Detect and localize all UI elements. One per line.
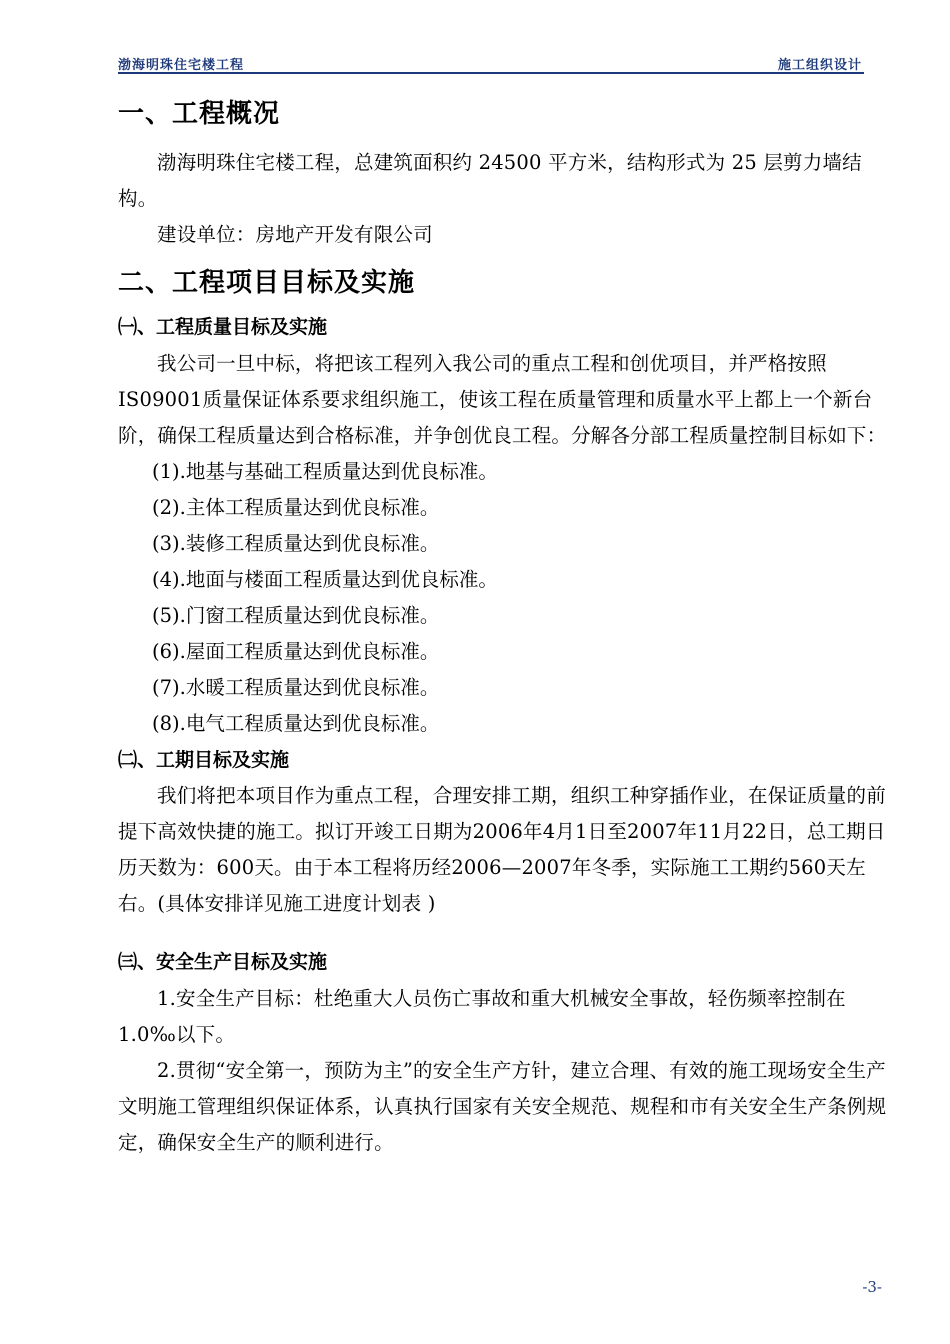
subsection-safety-paragraph-1: 1.安全生产目标：杜绝重大人员伤亡事故和重大机械安全事故，轻伤频率控制在1.0‰以下。 bbox=[118, 986, 846, 1046]
section-1-title: 一、工程概况 bbox=[118, 99, 281, 129]
subsection-quality-paragraph: 我公司一旦中标，将把该工程列入我公司的重点工程和创优项目，并严格按照IS09001质量保证体系要求组织施工，使该工程在质量管理和质量水平上都上一个新台阶，确保工程质量达到合格标准，并争创优良工程。分解各分部工程质量控制目标如下： bbox=[118, 351, 887, 447]
document-body bbox=[118, 98, 888, 1161]
header-project-name: 渤海明珠住宅楼工程 bbox=[118, 58, 245, 73]
header-document-type: 施工组织设计 bbox=[777, 58, 862, 73]
list-item: (8).电气工程质量达到优良标准。 bbox=[152, 711, 440, 735]
list-item: (2).主体工程质量达到优良标准。 bbox=[152, 495, 440, 519]
subsection-schedule-paragraph: 我们将把本项目作为重点工程，合理安排工期，组织工种穿插作业，在保证质量的前提下高效快捷的施工。拟订开竣工日期为2006年4月1日至2007年11月22日，总工期日历天数为：600天。由于本工程将历经2006—2007年冬季，实际施工工期约560天左右。(具体安排详见施工进度计划表 ) bbox=[118, 784, 886, 915]
section-2-title: 二、工程项目目标及实施 bbox=[118, 267, 416, 298]
list-item: (6).屋面工程质量达到优良标准。 bbox=[152, 639, 440, 663]
page-number: -3- bbox=[862, 1278, 882, 1296]
list-item: (7).水暖工程质量达到优良标准。 bbox=[152, 675, 440, 699]
subsection-safety-paragraph-2: 2.贯彻“安全第一，预防为主”的安全生产方针，建立合理、有效的施工现场安全生产文明施工管理组织保证体系，认真执行国家有关安全规范、规程和市有关安全生产条例规定，确保安全生产的顺利进行。 bbox=[118, 1058, 887, 1154]
spacer bbox=[118, 922, 888, 944]
section-1-paragraph-1: 渤海明珠住宅楼工程，总建筑面积约 24500 平方米，结构形式为 25 层剪力墙结构。 bbox=[118, 150, 862, 210]
page-header bbox=[118, 52, 864, 74]
list-item: (4).地面与楼面工程质量达到优良标准。 bbox=[152, 567, 498, 591]
section-1-paragraph-2: 建设单位：房地产开发有限公司 bbox=[157, 222, 433, 246]
subsection-schedule-title: ㈡、工期目标及实施 bbox=[118, 748, 290, 771]
list-item: (3).装修工程质量达到优良标准。 bbox=[152, 531, 440, 555]
list-item: (5).门窗工程质量达到优良标准。 bbox=[152, 603, 440, 627]
list-item: (1).地基与基础工程质量达到优良标准。 bbox=[152, 459, 498, 483]
subsection-safety-title: ㈢、安全生产目标及实施 bbox=[118, 951, 328, 973]
subsection-quality-title: ㈠、工程质量目标及实施 bbox=[118, 316, 328, 338]
